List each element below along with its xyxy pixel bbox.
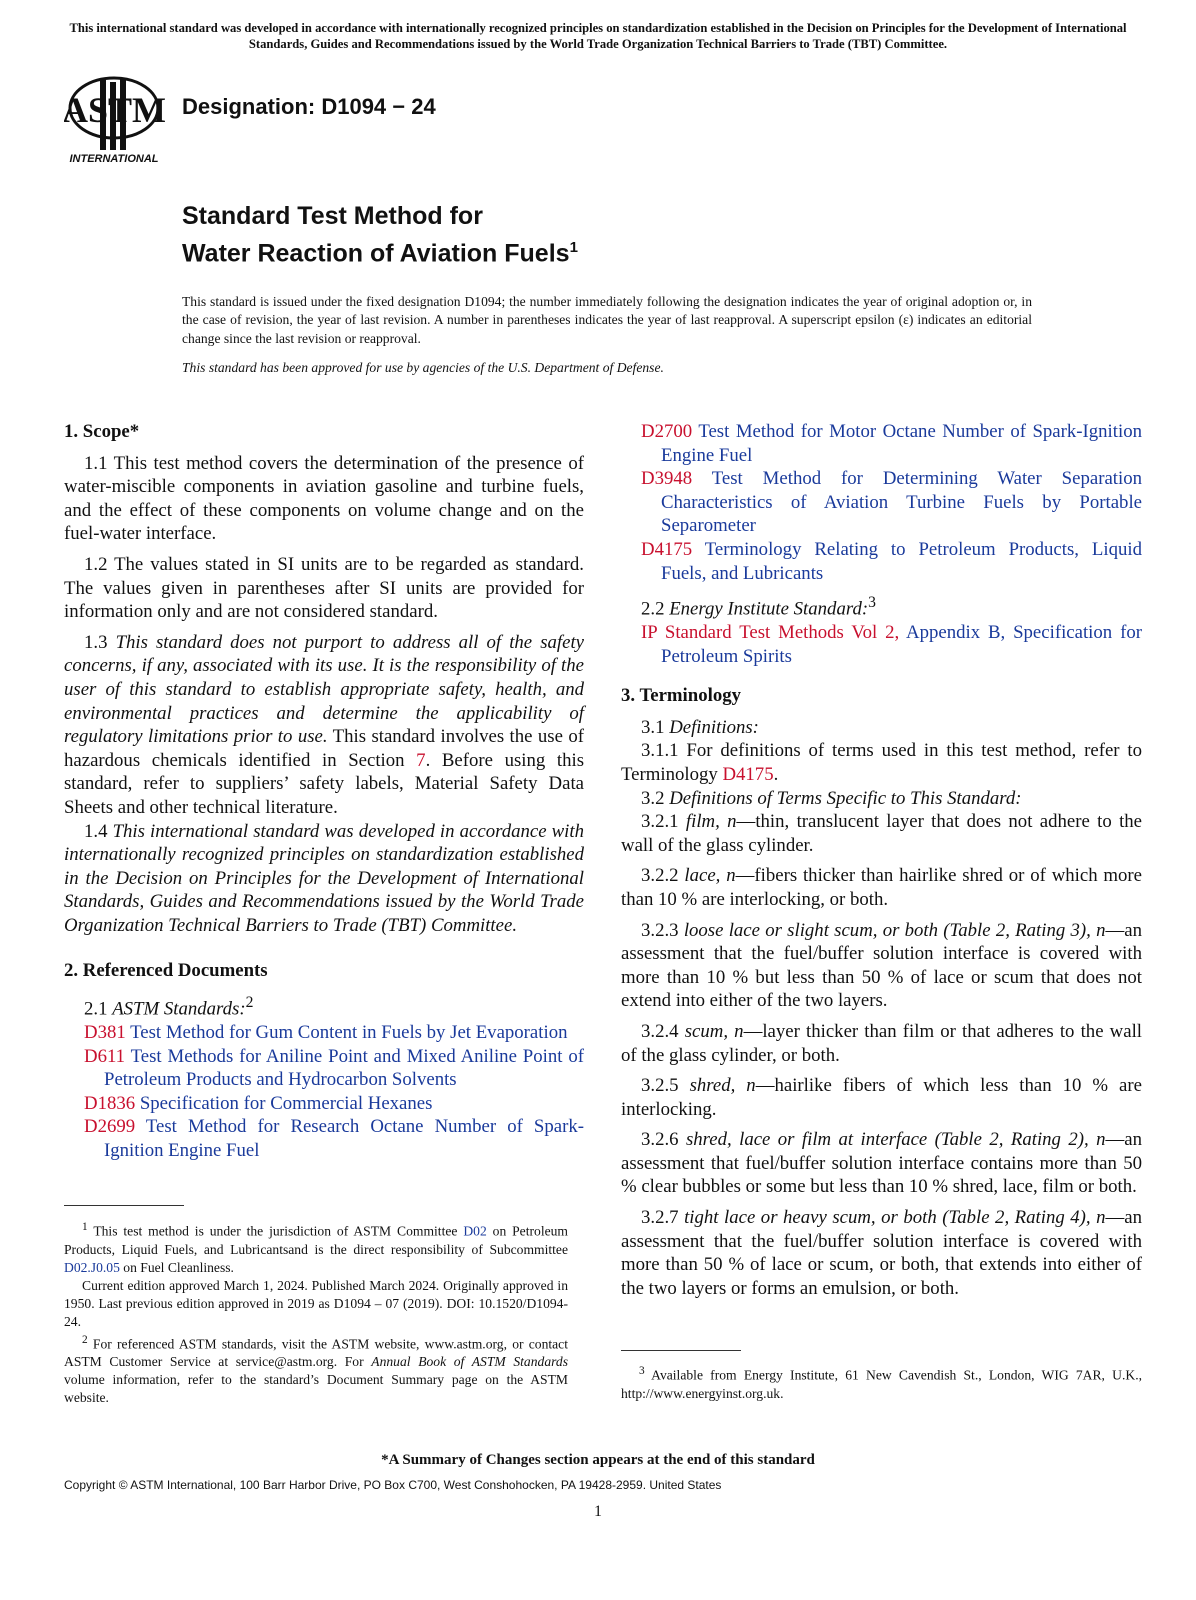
- definition-3-2-7: [621, 1206, 1142, 1300]
- scope-1-3: [64, 631, 584, 820]
- section-7-link[interactable]: 7: [416, 749, 426, 771]
- title-footnote-mark: 1: [569, 239, 578, 256]
- ei-standard-sup: 3: [868, 594, 876, 612]
- scope-1-2: 1.2 The values stated in SI units are to be regarded as standard. The values given in parentheses after SI units are provided for information only and are not considered standard.: [64, 553, 584, 623]
- footnote-2-b: volume information, refer to the standard’s Document Summary page on the ASTM website.: [64, 1372, 568, 1406]
- scope-1-1: 1.1 This test method covers the determination of the presence of water-miscible components in aviation gasoline and turbine fuels, and the effect of these components on volume change and on the fuel-water interface.: [64, 452, 584, 545]
- right-column: [621, 420, 1142, 1307]
- footnote-2: [64, 1331, 568, 1408]
- footnote-1-a: This test method is under the jurisdiction of ASTM Committee: [93, 1223, 458, 1239]
- definition-text: —thin, translucent layer that does not adhere to the wall of the glass cylinder.: [621, 811, 1143, 856]
- ref-title-d2700[interactable]: Test Method for Motor Octane Number of Spark-Ignition Engine Fuel: [661, 421, 1142, 466]
- definition-3-2-4: [621, 1020, 1142, 1067]
- ref-title-d2699[interactable]: Test Method for Research Octane Number of Spark-Ignition Engine Fuel: [104, 1116, 584, 1161]
- definition-text: —an assessment that the fuel/buffer solution interface is covered with more than 50 % of lace or scum, or both, that extends into either of the two layers or forms an emulsion, or both.: [621, 1207, 1142, 1299]
- ref-title-d4175[interactable]: Terminology Relating to Petroleum Products, Liquid Fuels, and Lubricants: [661, 538, 1142, 584]
- astm-logo: [64, 70, 170, 166]
- footnotes-left: [64, 1218, 568, 1407]
- footnote-2-italic: Annual Book of ASTM Standards: [371, 1354, 568, 1370]
- title-line-1: Standard Test Method for: [182, 202, 483, 230]
- definition-text: —hairlike fibers of which less than 10 % are interlocking.: [621, 1075, 1142, 1120]
- definition-num: 3.2.1: [641, 811, 679, 833]
- title-line-2-text: Water Reaction of Aviation Fuels: [182, 239, 570, 268]
- subcommittee-link[interactable]: D02.J0.05: [64, 1259, 120, 1275]
- definition-3-2-5: [621, 1074, 1142, 1121]
- definition-num: 3.2.2: [641, 865, 679, 887]
- definition-3-2-2: [621, 864, 1142, 911]
- definition-term: film, n: [685, 811, 737, 833]
- ref-code-d611[interactable]: D611: [84, 1045, 126, 1067]
- ei-standard-text: Energy Institute Standard:: [669, 598, 869, 620]
- designation: Designation: D1094 − 24: [182, 94, 436, 119]
- definitions-3-2-text: Definitions of Terms Specific to This Standard:: [669, 787, 1022, 809]
- scope-1-3-num: 1.3: [84, 631, 108, 653]
- issued-note: This standard is issued under the fixed designation D1094; the number immediately following the designation indicates the year of original adoption or, in the case of revision, the year of last revision. A number in parentheses indicates the year of last reapproval. A superscript epsilon (ε) indicates an editorial change since the last revision or reapproval.: [182, 294, 1032, 346]
- astm-logo-icon: [64, 70, 170, 166]
- definition-num: 3.2.3: [641, 919, 679, 941]
- page-number: 1: [594, 1503, 602, 1520]
- definitions-3-1-1-b: .: [773, 763, 779, 785]
- ref-item-d611: [84, 1045, 584, 1092]
- definition-term: shred, lace or film at interface (Table 2, Rating 2), n: [685, 1129, 1106, 1151]
- logo-sub-lettering: INTERNATIONAL: [69, 153, 159, 165]
- definition-3-2-3: [621, 919, 1142, 1013]
- definition-num: 3.2.7: [641, 1207, 679, 1229]
- scope-1-3-tail-a: This standard involves the use of hazardous chemicals identified in Section: [64, 726, 584, 771]
- scope-1-4: [64, 820, 584, 938]
- definition-term: scum, n: [684, 1020, 744, 1042]
- ei-standard-num: 2.2: [641, 598, 665, 620]
- ref-code-d4175[interactable]: D4175: [641, 538, 693, 560]
- ref-item-d1836: [84, 1092, 584, 1116]
- ref-title-d1836[interactable]: Specification for Commercial Hexanes: [139, 1092, 433, 1114]
- ref-item-d381: [84, 1021, 584, 1045]
- ref-item-d2700: [641, 420, 1142, 467]
- ref-code-d3948[interactable]: D3948: [641, 468, 693, 490]
- definition-text: —layer thicker than film or that adheres to the wall of the glass cylinder, or both.: [621, 1020, 1143, 1066]
- document-title: [182, 200, 578, 269]
- footnote-1: [64, 1218, 568, 1277]
- ref-title-d3948[interactable]: Test Method for Determining Water Separation Characteristics of Aviation Turbine Fuels by Portable Separometer: [661, 468, 1142, 537]
- definition-term: lace, n: [684, 865, 736, 887]
- astm-standards-text: ASTM Standards:: [112, 998, 246, 1020]
- ref-code-d381[interactable]: D381: [84, 1021, 126, 1043]
- footnote-3-mark: 3: [639, 1365, 645, 1377]
- ref-code-d2700[interactable]: D2700: [641, 421, 693, 442]
- definition-text: —fibers thicker than hairlike shred or of which more than 10 % are interlocking, or both.: [621, 865, 1143, 910]
- definitions-3-1: [621, 716, 1142, 740]
- scope-1-3-italic: This standard does not purport to address all of the safety concerns, if any, associated with its use. It is the responsibility of the user of this standard to establish appropriate safety, health, and environmental practices and determine the applicability of regulatory limitations prior to use.: [64, 631, 585, 748]
- top-note: This international standard was developed in accordance with internationally recognized principles on standardization established in the Decision on Principles for the Development of International Standards, Guides and Recommendations issued by the World Trade Organization Technical Barriers to Trade (TBT) Committee.: [69, 21, 1127, 51]
- logo-lettering: ASTM: [64, 90, 167, 130]
- scope-1-4-num: 1.4: [84, 820, 108, 842]
- definition-num: 3.2.6: [641, 1129, 679, 1151]
- footnote-1-edition: Current edition approved March 1, 2024. Published March 2024. Originally approved in 1950. Last previous edition approved in 2019 as D1094 – 07 (2019). DOI: 10.1520/D1094-24.: [64, 1277, 568, 1329]
- definition-text: —an assessment that the fuel/buffer solution interface is covered with more than 10 % but less than 50 % of lace or scum that does not extend into either of the two layers.: [621, 919, 1142, 1012]
- ref-title-ip[interactable]: Appendix B, Specification for Petroleum Spirits: [661, 622, 1142, 667]
- footnote-3-text: Available from Energy Institute, 61 New Cavendish St., London, WIG 7AR, U.K., http://www.energyinst.org.uk.: [621, 1367, 1142, 1401]
- copyright: Copyright © ASTM International, 100 Barr Harbor Drive, PO Box C700, West Conshohocken, PA 19428-2959. United States: [64, 1478, 722, 1492]
- footnotes-right: [621, 1362, 1142, 1403]
- astm-standards-num: 2.1: [84, 998, 108, 1020]
- terminology-heading: 3. Terminology: [621, 685, 742, 707]
- definition-text: —an assessment that fuel/buffer solution interface contains more than 50 % clear bubbles or some but less than 10 % shred, lace, film or both.: [621, 1129, 1142, 1198]
- ref-list-ip: [621, 621, 1142, 668]
- astm-standards-label: [64, 991, 584, 1021]
- ref-item-d4175: [641, 538, 1142, 585]
- definitions-3-2: [621, 787, 1142, 811]
- ref-list-left: [64, 1021, 584, 1163]
- definition-term: tight lace or heavy scum, or both (Table 2, Rating 4), n: [684, 1207, 1106, 1229]
- ref-item-ip: [641, 621, 1142, 668]
- ref-item-d3948: [641, 467, 1142, 538]
- ref-item-d2699: [84, 1115, 584, 1162]
- ref-title-d611[interactable]: Test Methods for Aniline Point and Mixed Aniline Point of Petroleum Products and Hydrocarbon Solvents: [104, 1045, 584, 1091]
- footnote-2-mark: 2: [82, 1333, 88, 1346]
- scope-1-4-italic: This international standard was developed in accordance with internationally recognized principles on standardization established in the Decision on Principles for the Development of International Standards, Guides and Recommendations issued by the World Trade Organization Technical Barriers to Trade (TBT) Committee.: [64, 820, 584, 936]
- definitions-3-1-1-a: 3.1.1 For definitions of terms used in this test method, refer to Terminology: [621, 740, 1142, 785]
- footnote-rule-right: [621, 1350, 741, 1351]
- footnote-1-b: on Petroleum Products, Liquid Fuels, and Lubricantsand is the direct responsibility of Subcommittee: [64, 1223, 568, 1257]
- scope-heading: 1. Scope*: [64, 421, 140, 442]
- ref-code-d1836[interactable]: D1836: [84, 1092, 136, 1114]
- definition-term: loose lace or slight scum, or both (Table 2, Rating 3), n: [683, 919, 1106, 941]
- definition-num: 3.2.5: [641, 1075, 679, 1097]
- definitions-3-1-1: [621, 739, 1142, 786]
- scope-1-3-tail-b: . Before using this standard, refer to suppliers’ safety labels, Material Safety Data Sheets and other technical literature.: [64, 749, 585, 818]
- committee-d02-link[interactable]: D02: [463, 1223, 487, 1239]
- references-heading: 2. Referenced Documents: [64, 960, 268, 982]
- definition-term: shred, n: [689, 1075, 756, 1097]
- summary-note: *A Summary of Changes section appears at the end of this standard: [381, 1452, 815, 1468]
- ref-code-ip[interactable]: IP Standard Test Methods Vol 2,: [641, 622, 900, 644]
- ei-standard-label: [621, 591, 1142, 621]
- footnote-2-a: For referenced ASTM standards, visit the ASTM website, www.astm.org, or contact ASTM Customer Service at service@astm.org. For: [64, 1336, 568, 1370]
- terminology-d4175-link[interactable]: D4175: [722, 763, 774, 785]
- footnote-rule-left: [64, 1205, 184, 1206]
- dod-note: This standard has been approved for use by agencies of the U.S. Department of Defense.: [182, 360, 664, 375]
- definitions-3-1-text: Definitions:: [669, 716, 759, 738]
- definition-3-2-6: [621, 1128, 1142, 1199]
- definitions-3-2-num: 3.2: [641, 787, 665, 809]
- definition-3-2-1: [621, 810, 1142, 857]
- footnote-1-mark: 1: [82, 1221, 88, 1233]
- footnote-1-c: on Fuel Cleanliness.: [123, 1259, 234, 1275]
- definition-num: 3.2.4: [641, 1020, 679, 1042]
- title-line-2: [182, 232, 578, 269]
- definitions-3-1-num: 3.1: [641, 716, 665, 738]
- astm-standards-sup: 2: [245, 994, 254, 1012]
- ref-list-right: [621, 420, 1142, 585]
- ref-title-d381[interactable]: Test Method for Gum Content in Fuels by Jet Evaporation: [130, 1021, 568, 1043]
- ref-code-d2699[interactable]: D2699: [84, 1116, 136, 1138]
- left-column: [64, 420, 584, 1162]
- footnote-3: [621, 1362, 1142, 1403]
